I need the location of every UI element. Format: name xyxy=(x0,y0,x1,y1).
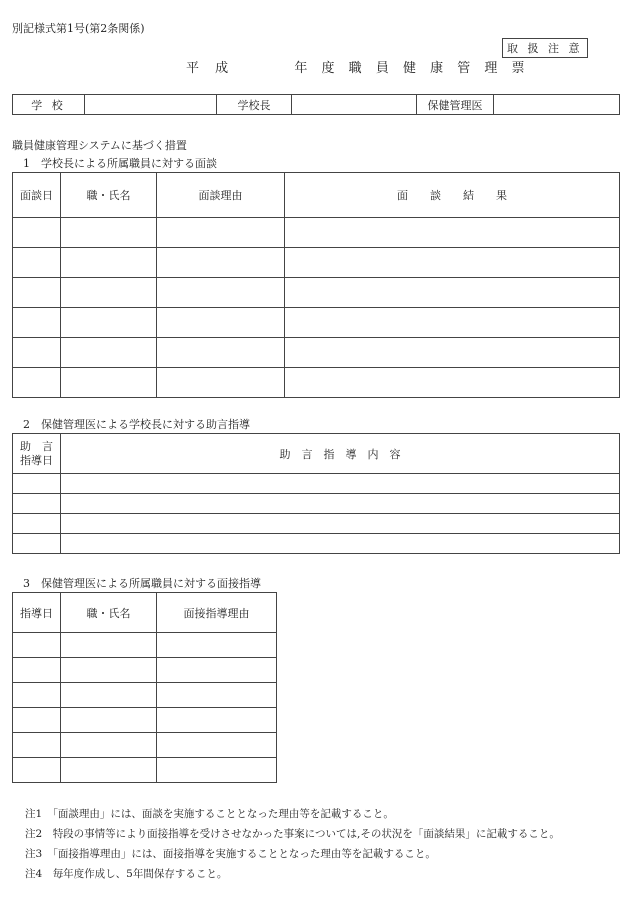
table-cell[interactable] xyxy=(61,534,620,554)
table-cell[interactable] xyxy=(285,338,620,368)
table-row xyxy=(13,514,620,534)
col-title-name: 職・氏名 xyxy=(61,173,157,218)
table-cell[interactable] xyxy=(157,683,277,708)
table-cell[interactable] xyxy=(157,278,285,308)
note-label: 注3 xyxy=(25,848,43,860)
table-row xyxy=(13,474,620,494)
table-cell[interactable] xyxy=(13,248,61,278)
note-text: 毎年度作成し、5年間保存すること。 xyxy=(52,868,228,880)
handling-caution-stamp: 取 扱 注 意 xyxy=(502,38,588,58)
title-main: 年 度 職 員 健 康 管 理 票 xyxy=(294,61,530,76)
table-cell[interactable] xyxy=(13,474,61,494)
section1-heading: 1 学校長による所属職員に対する面談 xyxy=(23,157,217,170)
table-row xyxy=(13,218,620,248)
note-3 xyxy=(25,846,436,861)
table-cell[interactable] xyxy=(61,758,157,783)
note-text: 特段の事情等により面接指導を受けさせなかった事案については,その状況を「面談結果」に記載すること。 xyxy=(52,828,560,840)
table-header-row xyxy=(13,434,620,474)
col-interview-reason: 面談理由 xyxy=(157,173,285,218)
section2-heading: 2 保健管理医による学校長に対する助言指導 xyxy=(23,418,250,431)
advice-date-line1: 助 言 xyxy=(20,439,53,453)
table-header-row xyxy=(13,173,620,218)
info-table xyxy=(12,94,620,115)
table-row xyxy=(13,248,620,278)
col-guidance-date: 指導日 xyxy=(13,593,61,633)
table-cell[interactable] xyxy=(285,278,620,308)
table-cell[interactable] xyxy=(61,278,157,308)
table-row xyxy=(13,494,620,514)
table-cell[interactable] xyxy=(13,368,61,398)
table-cell[interactable] xyxy=(61,474,620,494)
table-cell[interactable] xyxy=(13,708,61,733)
doctor-field[interactable] xyxy=(494,95,620,115)
table-cell[interactable] xyxy=(61,248,157,278)
table-cell[interactable] xyxy=(157,658,277,683)
table-row xyxy=(13,338,620,368)
table-cell[interactable] xyxy=(61,494,620,514)
note-text: 「面接指導理由」には、面接指導を実施することとなった理由等を記載すること。 xyxy=(52,848,436,860)
table-row xyxy=(13,683,277,708)
school-label: 学 校 xyxy=(13,95,85,115)
table-row xyxy=(13,658,277,683)
table-cell[interactable] xyxy=(285,368,620,398)
table-cell[interactable] xyxy=(285,308,620,338)
table-cell[interactable] xyxy=(61,708,157,733)
table-cell[interactable] xyxy=(61,218,157,248)
table-cell[interactable] xyxy=(13,308,61,338)
advice-date-line2: 指導日 xyxy=(20,453,53,467)
form-reference: 別記様式第1号(第2条関係) xyxy=(12,22,145,35)
doctor-label: 保健管理医 xyxy=(417,95,494,115)
table-cell[interactable] xyxy=(61,658,157,683)
table-cell[interactable] xyxy=(285,218,620,248)
col-interview-date: 面談日 xyxy=(13,173,61,218)
guidance-table xyxy=(12,592,277,783)
table-cell[interactable] xyxy=(157,733,277,758)
table-cell[interactable] xyxy=(157,308,285,338)
table-cell[interactable] xyxy=(157,338,285,368)
table-row xyxy=(13,278,620,308)
advice-table xyxy=(12,433,620,554)
page-title xyxy=(186,57,529,76)
table-cell[interactable] xyxy=(13,278,61,308)
note-label: 注2 xyxy=(25,828,43,840)
table-cell[interactable] xyxy=(61,368,157,398)
school-field[interactable] xyxy=(85,95,217,115)
table-cell[interactable] xyxy=(157,248,285,278)
note-2 xyxy=(25,826,560,841)
title-era: 平 成 xyxy=(186,61,235,76)
section3-heading: 3 保健管理医による所属職員に対する面接指導 xyxy=(23,577,261,590)
table-cell[interactable] xyxy=(157,633,277,658)
col-interview-result: 面 談 結 果 xyxy=(285,173,620,218)
table-cell[interactable] xyxy=(13,733,61,758)
note-text: 「面談理由」には、面談を実施することとなった理由等を記載すること。 xyxy=(52,808,394,820)
col-guidance-reason: 面接指導理由 xyxy=(157,593,277,633)
table-row xyxy=(13,633,277,658)
system-heading: 職員健康管理システムに基づく措置 xyxy=(12,139,187,152)
table-cell[interactable] xyxy=(13,514,61,534)
table-row xyxy=(13,758,277,783)
col-advice-date xyxy=(13,434,61,474)
table-row xyxy=(13,308,620,338)
table-cell[interactable] xyxy=(61,733,157,758)
col-advice-content: 助 言 指 導 内 容 xyxy=(61,434,620,474)
note-label: 注4 xyxy=(25,868,43,880)
table-row xyxy=(13,534,620,554)
table-row xyxy=(13,733,277,758)
table-cell[interactable] xyxy=(157,218,285,248)
note-4 xyxy=(25,866,227,881)
col-title-name: 職・氏名 xyxy=(61,593,157,633)
table-cell[interactable] xyxy=(157,708,277,733)
note-1 xyxy=(25,806,394,821)
table-cell[interactable] xyxy=(61,338,157,368)
table-header-row xyxy=(13,593,277,633)
table-row xyxy=(13,708,277,733)
interview-table xyxy=(12,172,620,398)
table-row xyxy=(13,368,620,398)
table-cell[interactable] xyxy=(13,758,61,783)
table-cell[interactable] xyxy=(61,308,157,338)
table-cell[interactable] xyxy=(61,683,157,708)
table-cell[interactable] xyxy=(61,633,157,658)
principal-field[interactable] xyxy=(292,95,417,115)
table-cell[interactable] xyxy=(285,248,620,278)
table-cell[interactable] xyxy=(13,683,61,708)
table-cell[interactable] xyxy=(61,514,620,534)
table-cell[interactable] xyxy=(13,218,61,248)
note-label: 注1 xyxy=(25,808,43,820)
table-cell[interactable] xyxy=(157,368,285,398)
table-cell[interactable] xyxy=(13,494,61,514)
table-cell[interactable] xyxy=(13,658,61,683)
table-cell[interactable] xyxy=(13,633,61,658)
table-cell[interactable] xyxy=(157,758,277,783)
table-cell[interactable] xyxy=(13,338,61,368)
table-cell[interactable] xyxy=(13,534,61,554)
principal-label: 学校長 xyxy=(217,95,292,115)
